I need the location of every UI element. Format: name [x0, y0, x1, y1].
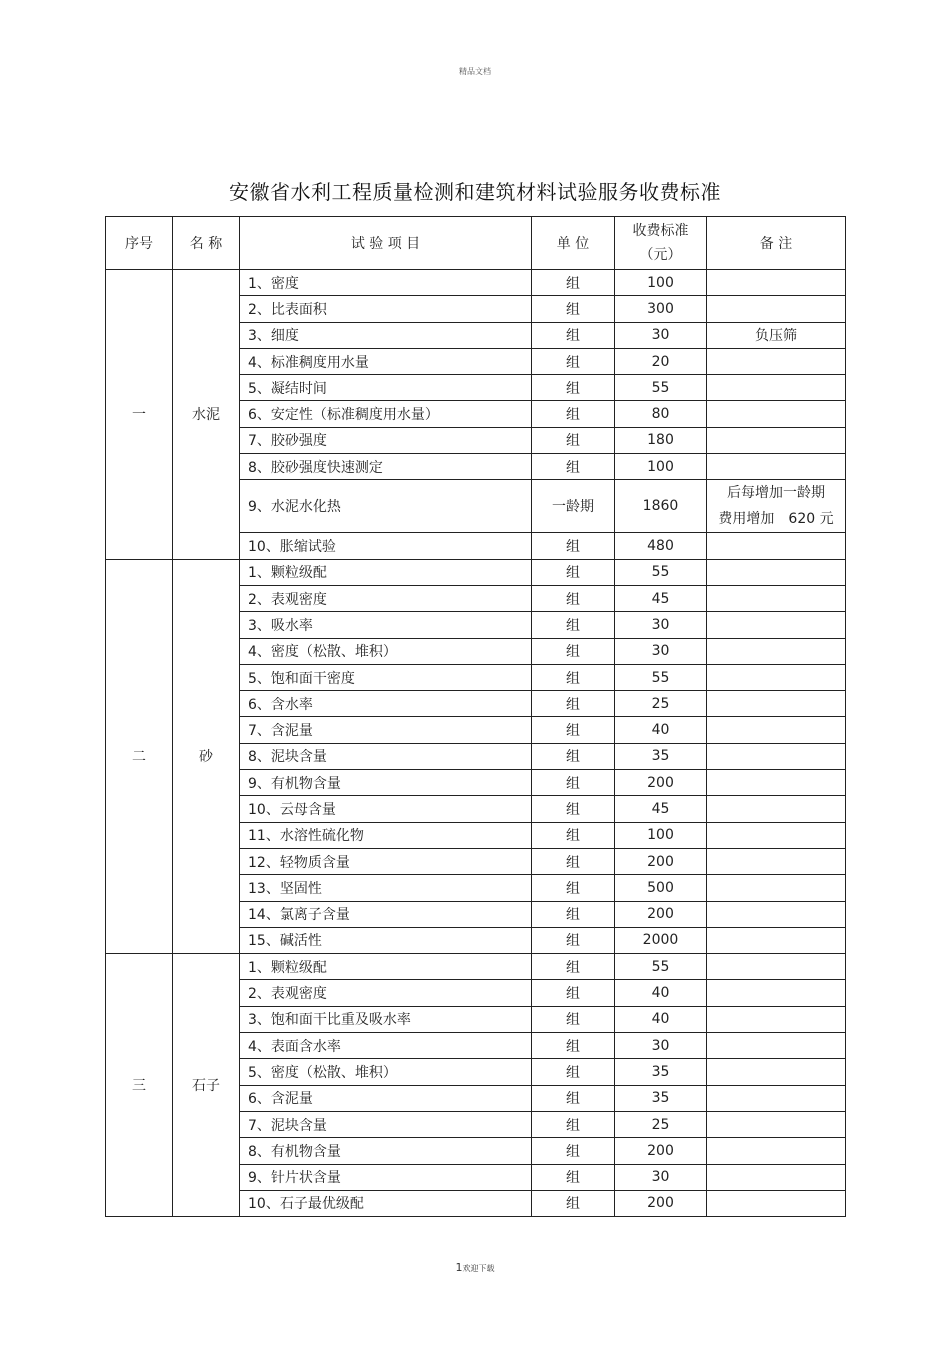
unit-cell: 组 [532, 1164, 615, 1190]
test-item-cell: 14、氯离子含量 [240, 901, 532, 927]
unit-cell: 组 [532, 348, 615, 374]
fee-cell: 30 [615, 638, 707, 664]
fee-cell: 40 [615, 717, 707, 743]
fee-cell: 200 [615, 1138, 707, 1164]
remark-cell [707, 348, 846, 374]
remark-cell [707, 1059, 846, 1085]
remark-cell [707, 585, 846, 611]
test-item-cell: 3、细度 [240, 322, 532, 348]
test-item-cell: 4、表面含水率 [240, 1033, 532, 1059]
unit-cell: 组 [532, 375, 615, 401]
remark-cell [707, 296, 846, 322]
unit-cell: 组 [532, 296, 615, 322]
remark-cell [707, 533, 846, 559]
test-item-cell: 8、胶砂强度快速测定 [240, 454, 532, 480]
test-item-cell: 6、含泥量 [240, 1085, 532, 1111]
remark-cell [707, 980, 846, 1006]
unit-cell: 组 [532, 270, 615, 296]
group-seq-cell: 一 [106, 270, 173, 560]
remark-cell [707, 875, 846, 901]
test-item-cell: 5、凝结时间 [240, 375, 532, 401]
unit-cell: 组 [532, 1006, 615, 1032]
test-item-cell: 2、表观密度 [240, 980, 532, 1006]
unit-cell: 组 [532, 585, 615, 611]
header-note: 精品文档 [459, 67, 491, 76]
fee-cell: 300 [615, 296, 707, 322]
remark-line: 后每增加一龄期 [727, 485, 825, 502]
remark-cell [707, 559, 846, 585]
page-number: 1 [455, 1261, 463, 1274]
remark-cell [707, 1164, 846, 1190]
table-body [106, 270, 846, 1217]
test-item-cell: 1、密度 [240, 270, 532, 296]
test-item-cell: 7、含泥量 [240, 717, 532, 743]
test-item-cell: 13、坚固性 [240, 875, 532, 901]
unit-cell: 组 [532, 427, 615, 453]
remark-cell [707, 454, 846, 480]
remark-cell [707, 1085, 846, 1111]
fee-cell: 35 [615, 1059, 707, 1085]
unit-cell: 组 [532, 1085, 615, 1111]
test-item-cell: 1、颗粒级配 [240, 954, 532, 980]
test-item-cell: 2、表观密度 [240, 585, 532, 611]
fee-cell: 200 [615, 901, 707, 927]
fee-cell: 20 [615, 348, 707, 374]
unit-cell: 组 [532, 691, 615, 717]
footer-text: 欢迎下载 [462, 1264, 495, 1273]
footer-note [0, 1261, 950, 1274]
column-header-fee-line2: （元） [639, 247, 682, 263]
fee-cell: 30 [615, 1164, 707, 1190]
remark-cell [707, 822, 846, 848]
unit-cell: 组 [532, 612, 615, 638]
test-item-cell: 10、胀缩试验 [240, 533, 532, 559]
unit-cell: 组 [532, 533, 615, 559]
fee-cell: 30 [615, 322, 707, 348]
column-header-fee [615, 217, 707, 270]
column-header-unit: 单 位 [532, 217, 615, 270]
test-item-cell: 3、饱和面干比重及吸水率 [240, 1006, 532, 1032]
group-name-cell: 砂 [173, 559, 240, 953]
test-item-cell: 8、泥块含量 [240, 743, 532, 769]
fee-cell: 40 [615, 1006, 707, 1032]
column-header-name: 名 称 [173, 217, 240, 270]
fee-cell: 500 [615, 875, 707, 901]
remark-cell [707, 1111, 846, 1137]
unit-cell: 组 [532, 454, 615, 480]
unit-cell: 组 [532, 1111, 615, 1137]
unit-cell: 组 [532, 901, 615, 927]
remark-cell [707, 691, 846, 717]
remark-cell [707, 375, 846, 401]
fee-cell: 100 [615, 270, 707, 296]
table-row [106, 559, 846, 585]
fee-cell: 55 [615, 375, 707, 401]
unit-cell: 组 [532, 796, 615, 822]
fee-cell: 55 [615, 954, 707, 980]
test-item-cell: 4、标准稠度用水量 [240, 348, 532, 374]
fee-cell: 55 [615, 559, 707, 585]
table-row [106, 954, 846, 980]
test-item-cell: 8、有机物含量 [240, 1138, 532, 1164]
test-item-cell: 2、比表面积 [240, 296, 532, 322]
fee-cell: 180 [615, 427, 707, 453]
fee-cell: 35 [615, 1085, 707, 1111]
unit-cell: 组 [532, 848, 615, 874]
fee-cell: 35 [615, 743, 707, 769]
unit-cell: 组 [532, 638, 615, 664]
group-seq-cell: 二 [106, 559, 173, 953]
fee-cell: 100 [615, 822, 707, 848]
unit-cell: 组 [532, 927, 615, 953]
remark-cell [707, 927, 846, 953]
test-item-cell: 5、密度（松散、堆积） [240, 1059, 532, 1085]
unit-cell: 组 [532, 1138, 615, 1164]
test-item-cell: 4、密度（松散、堆积） [240, 638, 532, 664]
remark-cell [707, 743, 846, 769]
remark-cell [707, 1033, 846, 1059]
fee-cell: 200 [615, 770, 707, 796]
fee-cell: 55 [615, 664, 707, 690]
test-item-cell: 9、针片状含量 [240, 1164, 532, 1190]
group-seq-cell: 三 [106, 954, 173, 1217]
fee-cell: 45 [615, 796, 707, 822]
fee-cell: 200 [615, 1190, 707, 1216]
fee-cell: 80 [615, 401, 707, 427]
unit-cell: 组 [532, 822, 615, 848]
remark-cell [707, 717, 846, 743]
fee-cell: 100 [615, 454, 707, 480]
remark-cell [707, 401, 846, 427]
fee-cell: 2000 [615, 927, 707, 953]
test-item-cell: 10、云母含量 [240, 796, 532, 822]
unit-cell: 组 [532, 743, 615, 769]
remark-cell [707, 901, 846, 927]
unit-cell: 组 [532, 1033, 615, 1059]
unit-cell: 组 [532, 1190, 615, 1216]
page-title: 安徽省水利工程质量检测和建筑材料试验服务收费标准 [229, 180, 721, 204]
remark-line: 费用增加 620 元 [718, 511, 834, 528]
test-item-cell: 9、有机物含量 [240, 770, 532, 796]
unit-cell: 组 [532, 770, 615, 796]
unit-cell: 组 [532, 664, 615, 690]
remark-cell [707, 427, 846, 453]
fee-cell: 480 [615, 533, 707, 559]
test-item-cell: 12、轻物质含量 [240, 848, 532, 874]
fee-cell: 200 [615, 848, 707, 874]
fee-cell: 30 [615, 1033, 707, 1059]
remark-cell [707, 796, 846, 822]
remark-cell [707, 480, 846, 533]
unit-cell: 组 [532, 980, 615, 1006]
fee-cell: 25 [615, 691, 707, 717]
test-item-cell: 15、碱活性 [240, 927, 532, 953]
fee-cell: 45 [615, 585, 707, 611]
test-item-cell: 7、泥块含量 [240, 1111, 532, 1137]
remark-cell [707, 612, 846, 638]
remark-cell [707, 848, 846, 874]
group-name-cell: 石子 [173, 954, 240, 1217]
remark-cell [707, 770, 846, 796]
remark-cell: 负压筛 [707, 322, 846, 348]
fee-cell: 1860 [615, 480, 707, 533]
fee-cell: 40 [615, 980, 707, 1006]
remark-cell [707, 954, 846, 980]
fee-cell: 25 [615, 1111, 707, 1137]
table-row [106, 270, 846, 296]
test-item-cell: 9、水泥水化热 [240, 480, 532, 533]
fee-cell: 30 [615, 612, 707, 638]
column-header-fee-line1: 收费标准 [632, 223, 689, 239]
test-item-cell: 1、颗粒级配 [240, 559, 532, 585]
unit-cell: 组 [532, 954, 615, 980]
test-item-cell: 10、石子最优级配 [240, 1190, 532, 1216]
remark-cell [707, 270, 846, 296]
test-item-cell: 6、含水率 [240, 691, 532, 717]
test-item-cell: 11、水溶性硫化物 [240, 822, 532, 848]
unit-cell: 组 [532, 322, 615, 348]
fee-table [105, 216, 846, 1217]
test-item-cell: 5、饱和面干密度 [240, 664, 532, 690]
remark-cell [707, 664, 846, 690]
test-item-cell: 6、安定性（标准稠度用水量） [240, 401, 532, 427]
unit-cell: 组 [532, 875, 615, 901]
test-item-cell: 3、吸水率 [240, 612, 532, 638]
column-header-item: 试 验 项 目 [240, 217, 532, 270]
remark-cell [707, 1006, 846, 1032]
unit-cell: 组 [532, 717, 615, 743]
unit-cell: 组 [532, 559, 615, 585]
column-header-remark: 备 注 [707, 217, 846, 270]
column-header-seq: 序号 [106, 217, 173, 270]
unit-cell: 组 [532, 1059, 615, 1085]
remark-cell [707, 638, 846, 664]
group-name-cell: 水泥 [173, 270, 240, 560]
table-header-row [106, 217, 846, 270]
test-item-cell: 7、胶砂强度 [240, 427, 532, 453]
remark-cell [707, 1190, 846, 1216]
unit-cell: 一龄期 [532, 480, 615, 533]
remark-cell [707, 1138, 846, 1164]
unit-cell: 组 [532, 401, 615, 427]
